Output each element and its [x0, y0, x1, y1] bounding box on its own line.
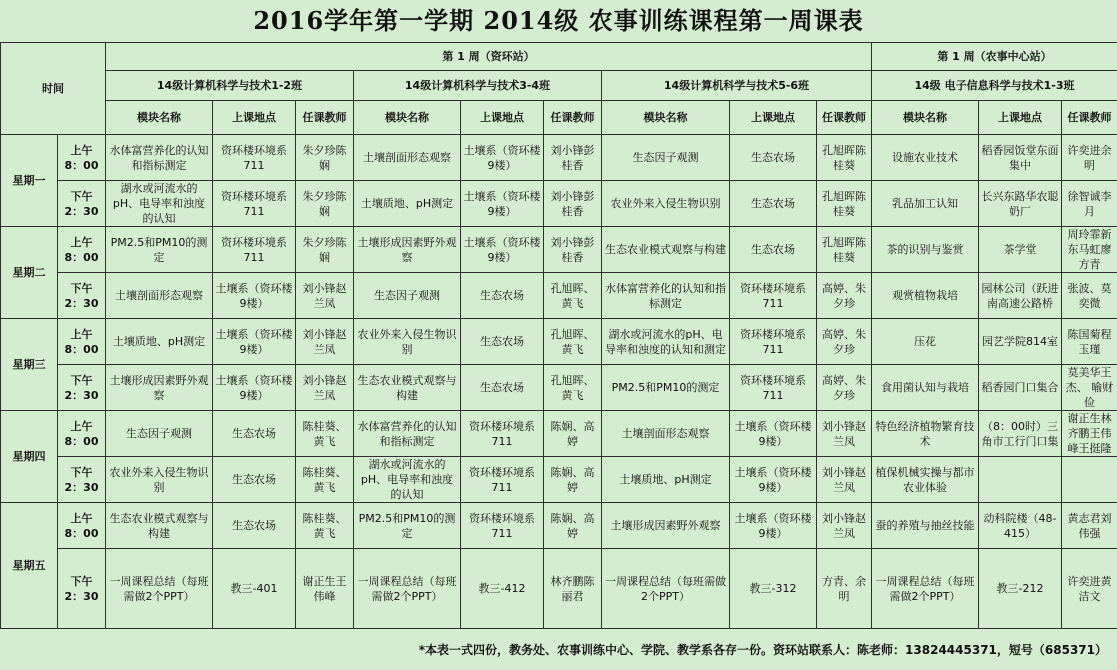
teacher-cell: 刘小锋彭桂香 — [544, 135, 602, 181]
col-header-teacher: 任课教师 — [544, 101, 602, 135]
teacher-cell — [1062, 457, 1117, 503]
teacher-cell: 陈国菊程玉瑾 — [1062, 319, 1117, 365]
module-cell: 一周课程总结（每班需做2个PPT） — [106, 549, 213, 629]
teacher-cell: 刘小锋彭桂香 — [544, 181, 602, 227]
location-cell — [979, 457, 1062, 503]
teacher-cell: 孔旭晖、黄飞 — [544, 319, 602, 365]
teacher-cell: 刘小锋赵兰凤 — [817, 503, 872, 549]
module-cell: 土壤质地、pH测定 — [106, 319, 213, 365]
module-cell: 设施农业技术 — [872, 135, 979, 181]
module-cell: 湖水或河流水的pH、电导率和浊度的认知 — [106, 181, 213, 227]
class-header: 14级计算机科学与技术5-6班 — [602, 71, 872, 101]
location-cell: 土壤系（资环楼9楼） — [461, 135, 544, 181]
module-cell: 生态因子观测 — [106, 411, 213, 457]
schedule-row — [1, 135, 1117, 181]
module-cell: 水体富营养化的认知和指标测定 — [106, 135, 213, 181]
teacher-cell: 陈桂葵、黄飞 — [296, 457, 354, 503]
period-label: 上午 8：00 — [58, 503, 106, 549]
schedule-row — [1, 319, 1117, 365]
module-cell: 特色经济植物繁育技术 — [872, 411, 979, 457]
footer-note: *本表一式四份，教务处、农事训练中心、学院、教学系各存一份。资环站联系人：陈老师：13824445371，短号（685371） — [418, 643, 1107, 657]
col-header-location: 上课地点 — [213, 101, 296, 135]
location-cell: 资环楼环境系711 — [213, 227, 296, 273]
location-cell: 茶学堂 — [979, 227, 1062, 273]
module-cell: 生态因子观测 — [602, 135, 730, 181]
location-cell: 园林公司（跃进南高速公路桥 — [979, 273, 1062, 319]
module-cell: 一周课程总结（每班需做2个PPT） — [354, 549, 461, 629]
schedule-row — [1, 273, 1117, 319]
schedule-body — [1, 43, 1117, 629]
module-cell: PM2.5和PM10的测定 — [602, 365, 730, 411]
teacher-cell: 孔旭晖、黄飞 — [544, 365, 602, 411]
location-cell: 土壤系（资环楼9楼） — [461, 227, 544, 273]
location-cell: 土壤系（资环楼9楼） — [730, 457, 817, 503]
module-cell: 农业外来入侵生物识别 — [354, 319, 461, 365]
location-cell: 生态农场 — [730, 135, 817, 181]
teacher-cell: 徐智诚李月 — [1062, 181, 1117, 227]
module-cell: 土壤剖面形态观察 — [106, 273, 213, 319]
period-label: 上午 8：00 — [58, 411, 106, 457]
module-cell: 观赏植物栽培 — [872, 273, 979, 319]
location-cell: 资环楼环境系711 — [461, 503, 544, 549]
location-cell: 稻香园饭堂东面集中 — [979, 135, 1062, 181]
module-cell: 土壤形成因素野外观察 — [106, 365, 213, 411]
teacher-cell: 孔旭晖陈桂葵 — [817, 181, 872, 227]
location-cell: 资环楼环境系711 — [213, 181, 296, 227]
teacher-cell: 朱夕珍陈娴 — [296, 181, 354, 227]
module-cell: 生态农业模式观察与构建 — [354, 365, 461, 411]
location-cell: 园艺学院814室 — [979, 319, 1062, 365]
class-header: 14级计算机科学与技术3-4班 — [354, 71, 602, 101]
teacher-cell: 刘小锋赵兰凤 — [817, 411, 872, 457]
location-cell: 土壤系（资环楼9楼） — [213, 365, 296, 411]
location-cell: 土壤系（资环楼9楼） — [213, 273, 296, 319]
teacher-cell: 陈娴、高婷 — [544, 411, 602, 457]
module-cell: 土壤剖面形态观察 — [354, 135, 461, 181]
teacher-cell: 许奕进黄洁文 — [1062, 549, 1117, 629]
schedule-row — [1, 411, 1117, 457]
module-cell: PM2.5和PM10的测定 — [354, 503, 461, 549]
col-header-location: 上课地点 — [730, 101, 817, 135]
module-cell: 农业外来入侵生物识别 — [106, 457, 213, 503]
module-cell: 土壤质地、pH测定 — [354, 181, 461, 227]
location-cell: 土壤系（资环楼9楼） — [213, 319, 296, 365]
location-cell: 稻香园门口集合 — [979, 365, 1062, 411]
location-cell: 生态农场 — [213, 457, 296, 503]
location-cell: 资环楼环境系711 — [730, 365, 817, 411]
module-cell: 土壤形成因素野外观察 — [602, 503, 730, 549]
location-cell: 资环楼环境系711 — [461, 411, 544, 457]
col-header-module: 模块名称 — [106, 101, 213, 135]
col-header-module: 模块名称 — [602, 101, 730, 135]
teacher-cell: 高婷、朱夕珍 — [817, 319, 872, 365]
day-label: 星期三 — [1, 319, 58, 411]
location-cell: 教三-401 — [213, 549, 296, 629]
module-cell: 一周课程总结（每班需做2个PPT） — [872, 549, 979, 629]
module-cell: 生态因子观测 — [354, 273, 461, 319]
location-cell: 教三-312 — [730, 549, 817, 629]
teacher-cell: 莫美华王杰、 喻财俭 — [1062, 365, 1117, 411]
teacher-cell: 谢正生王伟峰 — [296, 549, 354, 629]
day-label: 星期二 — [1, 227, 58, 319]
location-cell: 教三-412 — [461, 549, 544, 629]
location-cell: 教三-212 — [979, 549, 1062, 629]
teacher-cell: 朱夕珍陈娴 — [296, 135, 354, 181]
location-cell: 资环楼环境系711 — [730, 319, 817, 365]
module-cell: 食用菌认知与栽培 — [872, 365, 979, 411]
location-cell: 生态农场 — [213, 503, 296, 549]
module-cell: 土壤质地、pH测定 — [602, 457, 730, 503]
class-header-row — [1, 71, 1117, 101]
schedule-row — [1, 227, 1117, 273]
col-header-module: 模块名称 — [354, 101, 461, 135]
module-cell: 水体富营养化的认知和指标测定 — [354, 411, 461, 457]
week-header-farm-center: 第 1 周（农事中心站） — [872, 43, 1117, 71]
schedule-row — [1, 457, 1117, 503]
class-header: 14级 电子信息科学与技术1-3班 — [872, 71, 1117, 101]
module-cell: 湖水或河流水的pH、电导率和浊度的认知 — [354, 457, 461, 503]
day-label: 星期四 — [1, 411, 58, 503]
module-cell: 茶的识别与鉴赏 — [872, 227, 979, 273]
location-cell: 生态农场 — [213, 411, 296, 457]
period-label: 上午 8：00 — [58, 227, 106, 273]
period-label: 下午 2：30 — [58, 181, 106, 227]
location-cell: 生态农场 — [461, 365, 544, 411]
location-cell: 生态农场 — [730, 227, 817, 273]
teacher-cell: 刘小锋赵兰凤 — [817, 457, 872, 503]
period-label: 上午 8：00 — [58, 319, 106, 365]
column-header-row — [1, 101, 1117, 135]
col-header-location: 上课地点 — [979, 101, 1062, 135]
location-cell: 生态农场 — [730, 181, 817, 227]
location-cell: 长兴东路华农聪奶厂 — [979, 181, 1062, 227]
teacher-cell: 朱夕珍陈娴 — [296, 227, 354, 273]
module-cell: 压花 — [872, 319, 979, 365]
module-cell: 蚕的养殖与抽丝技能 — [872, 503, 979, 549]
teacher-cell: 刘小锋彭桂香 — [544, 227, 602, 273]
teacher-cell: 陈桂葵、黄飞 — [296, 503, 354, 549]
teacher-cell: 方青、余明 — [817, 549, 872, 629]
location-cell: 动科院楼（48-415） — [979, 503, 1062, 549]
teacher-cell: 林齐鹏陈丽君 — [544, 549, 602, 629]
module-cell: 乳品加工认知 — [872, 181, 979, 227]
day-label: 星期五 — [1, 503, 58, 629]
teacher-cell: 刘小锋赵兰凤 — [296, 273, 354, 319]
location-cell: 生态农场 — [461, 319, 544, 365]
teacher-cell: 高婷、朱夕珍 — [817, 273, 872, 319]
teacher-cell: 孔旭晖、黄飞 — [544, 273, 602, 319]
module-cell: 土壤剖面形态观察 — [602, 411, 730, 457]
teacher-cell: 刘小锋赵兰凤 — [296, 365, 354, 411]
period-label: 上午 8：00 — [58, 135, 106, 181]
teacher-cell: 许奕进余明 — [1062, 135, 1117, 181]
teacher-cell: 陈娴、高婷 — [544, 503, 602, 549]
schedule-row — [1, 503, 1117, 549]
teacher-cell: 周玲霏新东马虹廖方青 — [1062, 227, 1117, 273]
period-label: 下午 2：30 — [58, 273, 106, 319]
location-cell: 资环楼环境系711 — [461, 457, 544, 503]
location-cell: 土壤系（资环楼9楼） — [461, 181, 544, 227]
col-header-location: 上课地点 — [461, 101, 544, 135]
location-cell: 土壤系（资环楼9楼） — [730, 503, 817, 549]
module-cell: 生态农业模式观察与构建 — [602, 227, 730, 273]
location-cell: 资环楼环境系711 — [730, 273, 817, 319]
module-cell: 水体富营养化的认知和指标测定 — [602, 273, 730, 319]
teacher-cell: 谢正生林齐鹏王伟峰王挺隆 — [1062, 411, 1117, 457]
location-cell: 生态农场 — [461, 273, 544, 319]
teacher-cell: 孔旭晖陈桂葵 — [817, 135, 872, 181]
teacher-cell: 高婷、朱夕珍 — [817, 365, 872, 411]
period-label: 下午 2：30 — [58, 457, 106, 503]
teacher-cell: 张波、莫奕微 — [1062, 273, 1117, 319]
module-cell: 植保机械实操与都市农业体验 — [872, 457, 979, 503]
col-header-module: 模块名称 — [872, 101, 979, 135]
module-cell: 生态农业模式观察与构建 — [106, 503, 213, 549]
period-label: 下午 2：30 — [58, 549, 106, 629]
teacher-cell: 陈娴、高婷 — [544, 457, 602, 503]
schedule-table — [0, 42, 1117, 629]
week-header-resource-station: 第 1 周（资环站） — [106, 43, 872, 71]
module-cell: 一周课程总结（每班需做2个PPT） — [602, 549, 730, 629]
col-header-teacher: 任课教师 — [296, 101, 354, 135]
col-header-teacher: 任课教师 — [1062, 101, 1117, 135]
module-cell: 土壤形成因素野外观察 — [354, 227, 461, 273]
schedule-row — [1, 181, 1117, 227]
day-label: 星期一 — [1, 135, 58, 227]
teacher-cell: 刘小锋赵兰凤 — [296, 319, 354, 365]
module-cell: 农业外来入侵生物识别 — [602, 181, 730, 227]
schedule-row — [1, 549, 1117, 629]
col-header-teacher: 任课教师 — [817, 101, 872, 135]
module-cell: 湖水或河流水的pH、电导率和浊度的认知和测定 — [602, 319, 730, 365]
teacher-cell: 陈桂葵、黄飞 — [296, 411, 354, 457]
week-header-row — [1, 43, 1117, 71]
module-cell: PM2.5和PM10的测定 — [106, 227, 213, 273]
location-cell: （8：00时）三角市工行门口集 — [979, 411, 1062, 457]
schedule-row — [1, 365, 1117, 411]
time-header: 时间 — [1, 43, 106, 135]
class-header: 14级计算机科学与技术1-2班 — [106, 71, 354, 101]
page-title: 2016学年第一学期 2014级 农事训练课程第一周课表 — [253, 6, 864, 35]
teacher-cell: 孔旭晖陈桂葵 — [817, 227, 872, 273]
teacher-cell: 黄志君刘伟强 — [1062, 503, 1117, 549]
location-cell: 土壤系（资环楼9楼） — [730, 411, 817, 457]
location-cell: 资环楼环境系711 — [213, 135, 296, 181]
period-label: 下午 2：30 — [58, 365, 106, 411]
